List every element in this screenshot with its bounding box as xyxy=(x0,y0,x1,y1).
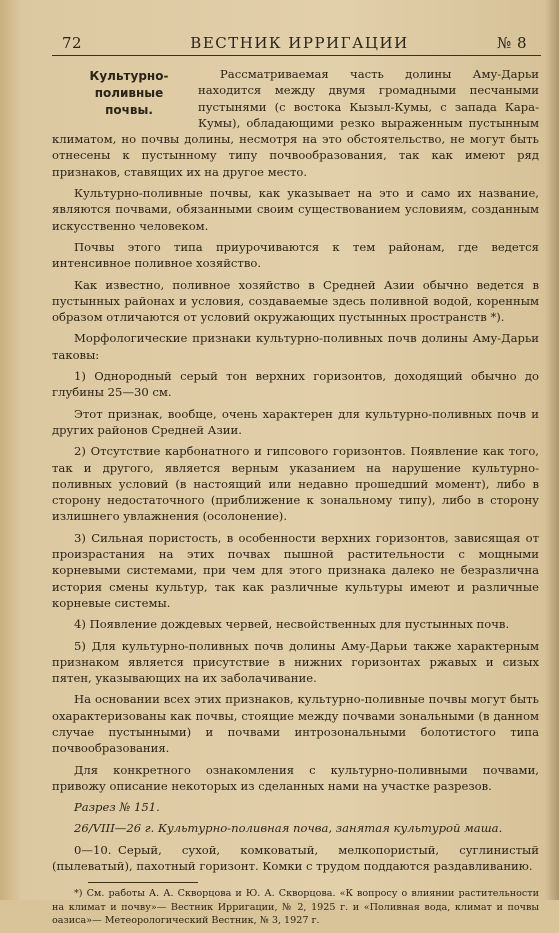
article-body xyxy=(52,66,539,933)
paragraph: Для конкретного ознакомления с культурно-поливными почвами, привожу описание некоторых из сделанных нами на участке разрезов. xyxy=(52,762,539,793)
header-rule xyxy=(52,55,541,56)
paragraph: Морфологические признаки культурно-поливных почв долины Аму-Дарьи таковы: xyxy=(52,331,539,362)
page-edge-shadow xyxy=(545,0,559,900)
horizon-description xyxy=(52,842,539,875)
feature-item-2: 2) Отсутствие карбонатного и гипсового горизонтов. Появление как того, так и другого, является верным указанием на нарушение культурно-поливных условий (в настоящий или недавно прошедший момент), либо в сторону недостаточного (приближение к зональному типу), либо в сторону излишнего увлажнения (осолонение). xyxy=(52,444,539,524)
journal-title: ВЕСТНИК ИРРИГАЦИИ xyxy=(190,34,409,52)
feature-item-4: 4) Появление дождевых червей, несвойственных для пустынных почв. xyxy=(74,617,510,632)
paragraph: Этот признак, вообще, очень характерен для культурно-поливных почв и других районов Средней Азии. xyxy=(52,406,539,437)
running-header xyxy=(62,34,537,54)
footnote-rule xyxy=(88,882,198,883)
horizon-text: Серый, сухой, комковатый, мелкопористый, суглинистый (пылеватый), пахотный горизонт. Комки с трудом поддаются раздавливанию. xyxy=(52,842,539,874)
section-date: 26/VIII—26 г. Культурно-поливная почва, занятая культурой маша. xyxy=(74,821,503,836)
paragraph: Почвы этого типа приурочиваются к тем районам, где ведется интенсивное поливное хозяйство. xyxy=(52,239,539,271)
issue-number: № 8 xyxy=(496,34,527,52)
feature-item-5: 5) Для культурно-поливных почв долины Аму-Дарьи также характерным признаком является присутствие в нижних горизонтах ржавых и сизых пятен, указывающих на их заболачивание. xyxy=(52,638,539,686)
feature-item-1: 1) Однородный серый тон верхних горизонтов, доходящий обычно до глубины 25—30 см. xyxy=(52,369,539,400)
side-heading: Культурно-поливные почвы. xyxy=(89,69,169,117)
page-number: 72 xyxy=(62,34,83,52)
paragraph: Как известно, поливное хозяйство в Средней Азии обычно ведется в пустынных районах и условия, создаваемые здесь поливной водой, коренным образом отличаются от условий окружающих пустынных пространств *). xyxy=(52,277,539,325)
paragraph: На основании всех этих признаков, культурно-поливные почвы могут быть охарактеризованы как почвы, стоящие между почвами зональными (в данном случае пустынными) и почвами интрозональными болотистого типа почвообразования. xyxy=(52,692,539,756)
horizon-depth: 0—10. xyxy=(74,842,112,857)
footnote: *) См. работы А. А. Скворцова и Ю. А. Скворцова. «К вопросу о влиянии растительности на климат и почву»— Вестник Ирригации, № 2, 1925 г. и «Поливная вода, климат и почвы оазиса»— Метеорологический Вестник, № 3, 1927 г. xyxy=(52,888,539,927)
intro-paragraph: Рассматриваемая часть долины Аму-Дарьи находится между двумя громадными песчаными пустынями (с востока Кызыл-Кумы, с запада Кара-Кумы), обладающими резко выраженным пустынным климатом, но почвы долины, несмотря на это обстоятельство, не могут быть отнесены к пустынному типу почвообразования, так как имеют ряд признаков, ставящих их на другое место. xyxy=(52,67,539,179)
feature-item-3: 3) Сильная пористость, в особенности верхних горизонтов, зависящая от произрастания на этих почвах пышной растительности с мощными корневыми системами, при чем для этого признака далеко не безразлична история смены культур, так как различные культуры имеют и различные корневые системы. xyxy=(52,530,539,610)
section-label: Разрез № 151. xyxy=(74,800,160,815)
paragraph: Культурно-поливные почвы, как указывает на это и само их название, являются почвами, обязанными своим существованием условиям, созданным искусственно человеком. xyxy=(52,186,539,233)
